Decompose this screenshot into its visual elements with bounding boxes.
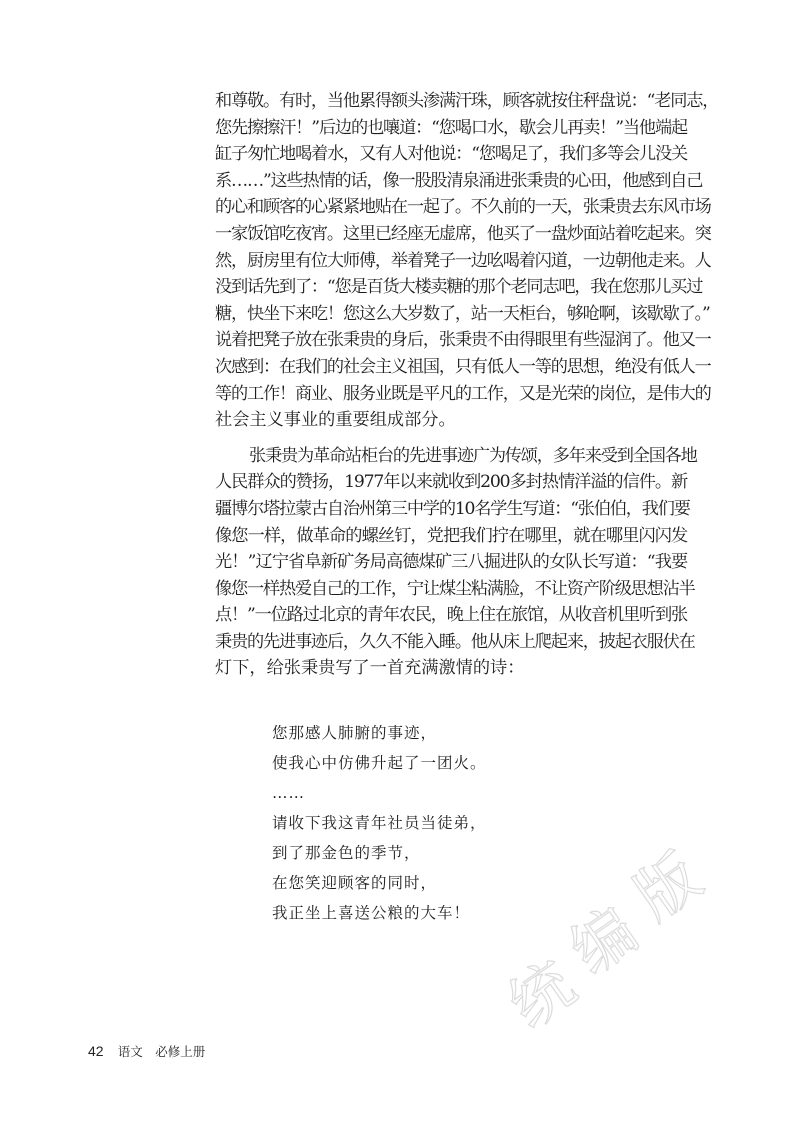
watermark-char: 统 bbox=[495, 946, 589, 1043]
text-line: 一家饭馆吃夜宵。这里已经座无虚席，他买了一盘炒面站着吃起来。突 bbox=[215, 223, 711, 244]
text-line: 灯下，给张秉贵写了一首充满激情的诗： bbox=[215, 658, 525, 679]
paragraph-2 bbox=[215, 443, 697, 682]
text-line: 缸子匆忙地喝着水，又有人对他说：“您喝足了，我们多等会儿没关 bbox=[215, 144, 687, 165]
poem-line: 您那感人肺腑的事迹， bbox=[272, 724, 438, 742]
text-line: 张秉贵为革命站柜台的先进事迹广为传颂，多年来受到全国各地 bbox=[249, 445, 697, 466]
text-line: 疆博尔塔拉蒙古自治州第三中学的10名学生写道：“张伯伯，我们要 bbox=[215, 498, 690, 519]
poem-line: 到了那金色的季节， bbox=[272, 844, 421, 862]
page-footer bbox=[88, 1042, 205, 1060]
page-number: 42 bbox=[88, 1043, 104, 1059]
text-line: 说着把凳子放在张秉贵的身后，张秉贵不由得眼里有些湿润了。他又一 bbox=[215, 330, 711, 351]
poem-block bbox=[272, 718, 572, 928]
poem-line: 请收下我这青年社员当徒弟， bbox=[272, 814, 487, 832]
text-line: 社会主义事业的重要组成部分。 bbox=[215, 410, 456, 431]
text-line: 次感到：在我们的社会主义祖国，只有低人一等的思想，绝没有低人一 bbox=[215, 356, 711, 377]
text-line: 秉贵的先进事迹后，久久不能入睡。他从床上爬起来，披起衣服伏在 bbox=[215, 631, 695, 652]
text-line: 像您一样热爱自己的工作，宁让煤尘粘满脸，不让资产阶级思想沾半 bbox=[215, 578, 695, 599]
poem-line: 我正坐上喜送公粮的大车！ bbox=[272, 904, 471, 922]
book-title: 语文 必修上册 bbox=[117, 1044, 206, 1059]
watermark-char: 编 bbox=[557, 892, 651, 989]
paragraph-gap bbox=[215, 434, 687, 443]
text-line: 没到话先到了：“您是百货大楼卖糖的那个老同志吧，我在您那儿买过 bbox=[215, 277, 703, 298]
text-line: 的心和顾客的心紧紧地贴在一起了。不久前的一天，张秉贵去东风市场 bbox=[215, 197, 711, 218]
text-line: 等的工作！商业、服务业既是平凡的工作，又是光荣的岗位，是伟大的 bbox=[215, 383, 711, 404]
text-line: 糖，快坐下来吃！您这么大岁数了，站一天柜台，够呛啊，该歇歇了。” bbox=[215, 303, 710, 324]
text-line: 和尊敬。有时，当他累得额头渗满汗珠，顾客就按住秤盘说：“老同志， bbox=[215, 91, 719, 111]
text-line: 点！”一位路过北京的青年农民，晚上住在旅馆，从收音机里听到张 bbox=[215, 605, 687, 626]
paragraph-1 bbox=[215, 88, 719, 434]
watermark-char: 版 bbox=[621, 838, 715, 935]
text-line: 像您一样，做革命的螺丝钉，党把我们拧在哪里，就在哪里闪闪发 bbox=[215, 525, 687, 546]
text-line: 您先擦擦汗！”后边的也嚷道：“您喝口水，歇会儿再卖！”当他端起 bbox=[215, 117, 687, 138]
text-line: 人民群众的赞扬，1977年以来就收到200多封热情洋溢的信件。新 bbox=[215, 472, 687, 493]
poem-line: …… bbox=[272, 784, 305, 802]
text-line: 系……”这些热情的话，像一股股清泉涌进张秉贵的心田，他感到自己 bbox=[215, 170, 703, 191]
text-line: 光！”辽宁省阜新矿务局高德煤矿三八掘进队的女队长写道：“我要 bbox=[215, 552, 687, 573]
text-line: 然，厨房里有位大师傅，举着凳子一边吆喝着闪道，一边朝他走来。人 bbox=[215, 250, 711, 271]
poem-line: 使我心中仿佛升起了一团火。 bbox=[272, 754, 487, 772]
poem-line: 在您笑迎顾客的同时， bbox=[272, 874, 438, 892]
article-body bbox=[215, 88, 719, 682]
